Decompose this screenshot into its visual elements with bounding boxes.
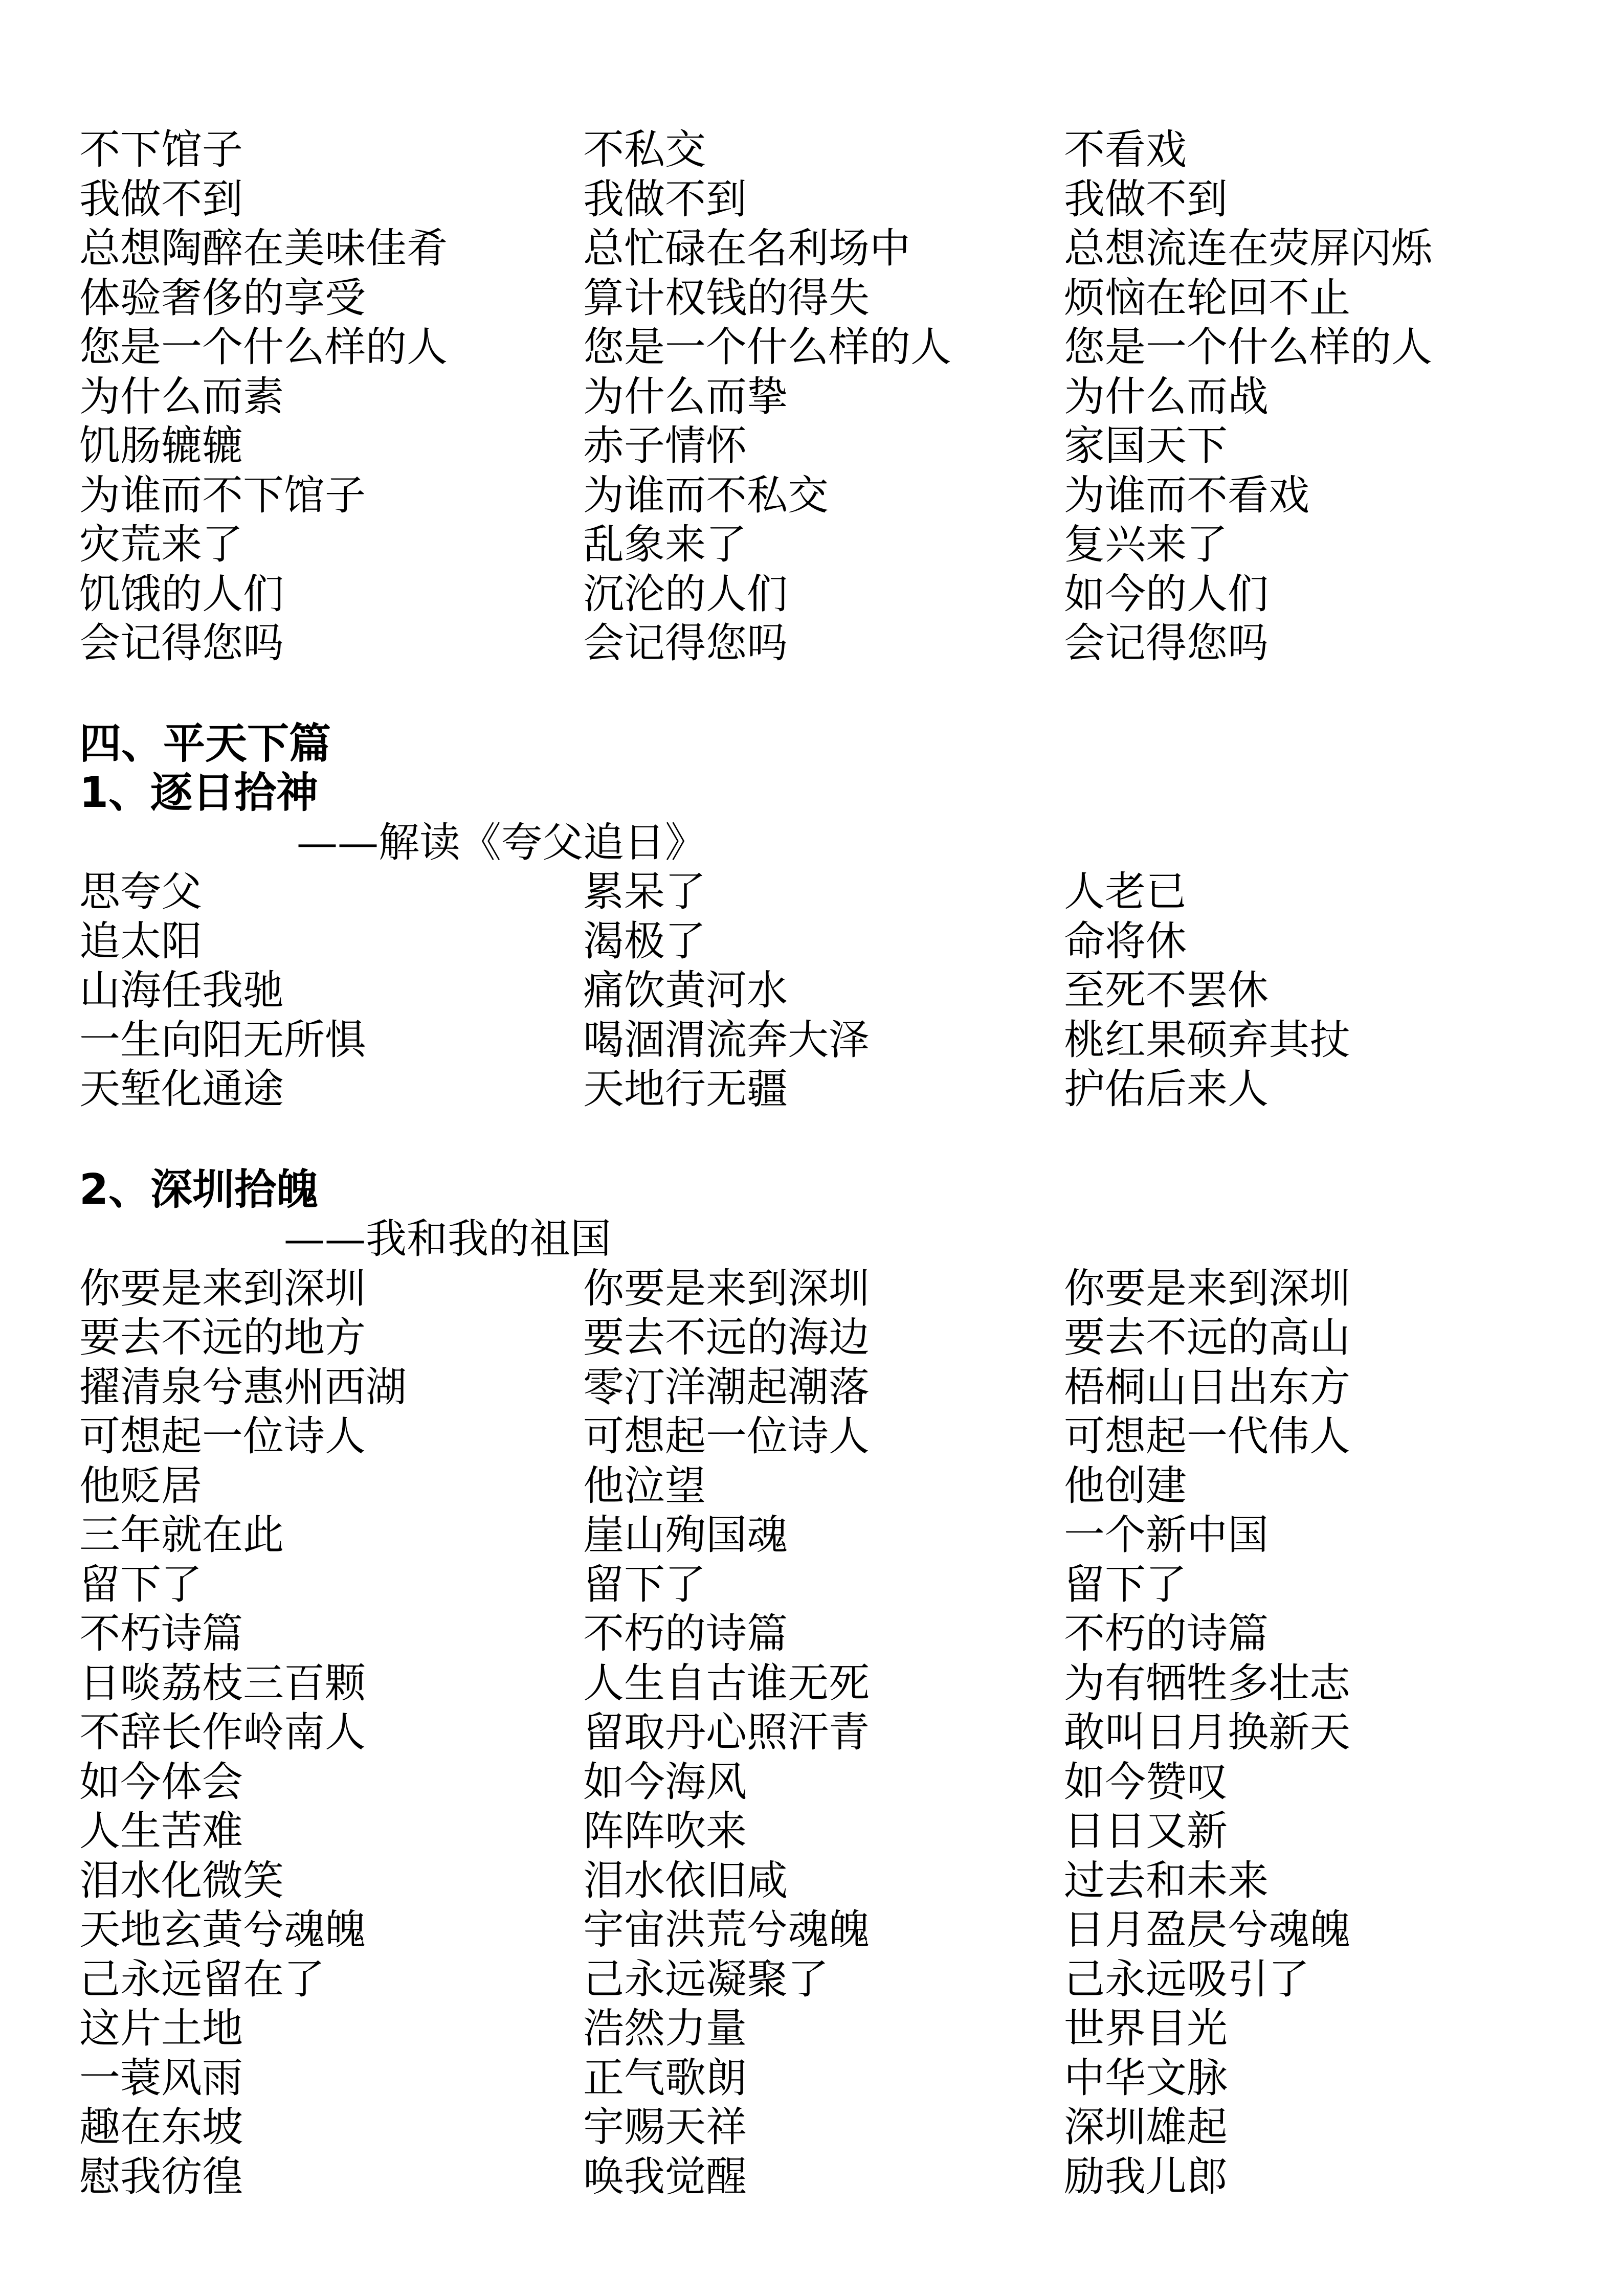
verse-col1: 体验奢侈的享受 [79, 274, 366, 322]
verse-col1: 不朽诗篇 [79, 1610, 243, 1658]
verse-col2: 累呆了 [583, 868, 706, 916]
verse-col1: 这片土地 [79, 2005, 243, 2053]
verse-col2: 宇宙洪荒兮魂魄 [583, 1906, 870, 1954]
verse-col3: 为什么而战 [1064, 372, 1269, 420]
poem-1-body [79, 867, 1563, 1114]
poem-line [79, 125, 1563, 175]
verse-col2: 你要是来到深圳 [583, 1264, 870, 1312]
verse-col3: 励我儿郎 [1064, 2152, 1228, 2200]
verse-col2: 他泣望 [583, 1461, 706, 1510]
poem-line [79, 1264, 1563, 1314]
verse-col2: 留下了 [583, 1560, 706, 1608]
verse-col3: 为谁而不看戏 [1064, 471, 1309, 519]
poem-line [79, 1560, 1563, 1610]
verse-col1: 如今体会 [79, 1758, 243, 1806]
poem-title: 2、深圳拾魄 [79, 1165, 319, 1214]
verse-col2: 您是一个什么样的人 [583, 323, 951, 371]
verse-col1: 为谁而不下馆子 [79, 471, 366, 519]
verse-col1: 为什么而素 [79, 372, 284, 420]
verse-col1: 你要是来到深圳 [79, 1264, 366, 1312]
poem-line [79, 2152, 1563, 2202]
verse-col2: 不私交 [583, 126, 706, 174]
verse-col1: 日啖荔枝三百颗 [79, 1659, 366, 1707]
verse-col3: 敢叫日月换新天 [1064, 1708, 1350, 1757]
poem-title: 1、逐日拾神 [79, 769, 319, 817]
poem-line [79, 570, 1563, 619]
verse-col3: 家国天下 [1064, 422, 1228, 470]
poem-line [79, 1461, 1563, 1511]
poem-2-body [79, 1264, 1563, 2202]
verse-col2: 正气歌朗 [583, 2054, 747, 2102]
verse-col1: 您是一个什么样的人 [79, 323, 448, 371]
poem-line [79, 471, 1563, 521]
poem-line [79, 2054, 1563, 2103]
poem-line [79, 1955, 1563, 2005]
verse-col1: 饥饿的人们 [79, 570, 284, 618]
poem-line [79, 1016, 1563, 1065]
poem-line [79, 1313, 1563, 1363]
verse-col3: 我做不到 [1064, 175, 1228, 223]
poem-line [79, 421, 1563, 471]
verse-col3: 烦恼在轮回不止 [1064, 274, 1350, 322]
verse-col3: 复兴来了 [1064, 521, 1228, 569]
verse-col3: 世界目光 [1064, 2005, 1228, 2053]
poem-line [79, 1363, 1563, 1412]
verse-col3: 日日又新 [1064, 1807, 1228, 1855]
poem-line [79, 1511, 1563, 1560]
verse-col1: 泪水化微笑 [79, 1856, 284, 1904]
verse-col3: 人老已 [1064, 868, 1187, 916]
poem-line [79, 2103, 1563, 2152]
poem-subtitle: ——解读《夸父追日》 [297, 818, 706, 866]
poem-line [79, 2004, 1563, 2054]
verse-col2: 己永远凝聚了 [583, 1955, 829, 2003]
verse-col3: 己永远吸引了 [1064, 1955, 1309, 2003]
verse-col3: 深圳雄起 [1064, 2103, 1228, 2151]
poem-line [79, 372, 1563, 422]
verse-col1: 追太阳 [79, 917, 202, 965]
poem-line [79, 520, 1563, 570]
poem-line [79, 1807, 1563, 1856]
verse-col1: 留下了 [79, 1560, 202, 1608]
verse-col2: 人生自古谁无死 [583, 1659, 870, 1707]
verse-col2: 我做不到 [583, 175, 747, 223]
poem-line [79, 1856, 1563, 1906]
poem-line [79, 1708, 1563, 1758]
verse-col1: 擢清泉兮惠州西湖 [79, 1363, 407, 1411]
verse-col1: 饥肠辘辘 [79, 422, 243, 470]
verse-col1: 山海任我驰 [79, 966, 284, 1015]
poem-line [79, 224, 1563, 274]
verse-col3: 您是一个什么样的人 [1064, 323, 1432, 371]
poem-subtitle: ——我和我的祖国 [284, 1215, 611, 1263]
verse-col2: 沉沦的人们 [583, 570, 788, 618]
verse-col2: 天地行无疆 [583, 1065, 788, 1113]
verse-col2: 算计权钱的得失 [583, 274, 870, 322]
intro-poem [79, 125, 1563, 668]
verse-col2: 赤子情怀 [583, 422, 747, 470]
poem-line [79, 1609, 1563, 1659]
verse-col2: 浩然力量 [583, 2005, 747, 2053]
poem-line [79, 274, 1563, 323]
verse-col3: 如今赞叹 [1064, 1758, 1228, 1806]
verse-col3: 梧桐山日出东方 [1064, 1363, 1350, 1411]
verse-col3: 留下了 [1064, 1560, 1187, 1608]
verse-col3: 至死不罢休 [1064, 966, 1269, 1015]
spacer [79, 668, 1563, 719]
verse-col2: 要去不远的海边 [583, 1314, 870, 1362]
verse-col3: 过去和未来 [1064, 1856, 1269, 1904]
verse-col3: 护佑后来人 [1064, 1065, 1269, 1113]
verse-col1: 总想陶醉在美味佳肴 [79, 224, 448, 273]
verse-col1: 思夸父 [79, 868, 202, 916]
poem-line [79, 175, 1563, 224]
verse-col2: 总忙碌在名利场中 [583, 224, 910, 273]
verse-col2: 会记得您吗 [583, 619, 788, 667]
verse-col3: 桃红果硕弃其扙 [1064, 1016, 1350, 1064]
verse-col1: 天地玄黄兮魂魄 [79, 1906, 366, 1954]
poem-line [79, 966, 1563, 1016]
poem-line [79, 323, 1563, 372]
verse-col3: 中华文脉 [1064, 2054, 1228, 2102]
poem-line [79, 1065, 1563, 1114]
verse-col1: 不下馆子 [79, 126, 243, 174]
verse-col2: 为谁而不私交 [583, 471, 829, 519]
verse-col2: 为什么而挚 [583, 372, 788, 420]
verse-col2: 乱象来了 [583, 521, 747, 569]
verse-col3: 要去不远的高山 [1064, 1314, 1350, 1362]
verse-col1: 灾荒来了 [79, 521, 243, 569]
poem-line [79, 867, 1563, 917]
verse-col3: 不看戏 [1064, 126, 1187, 174]
poem-line [79, 619, 1563, 668]
verse-col2: 唤我觉醒 [583, 2152, 747, 2200]
verse-col3: 你要是来到深圳 [1064, 1264, 1350, 1312]
verse-col1: 己永远留在了 [79, 1955, 325, 2003]
verse-col1: 要去不远的地方 [79, 1314, 366, 1362]
poem-line [79, 1412, 1563, 1461]
verse-col2: 零汀洋潮起潮落 [583, 1363, 870, 1411]
verse-col1: 趣在东坡 [79, 2103, 243, 2151]
section-heading: 四、平天下篇 [79, 719, 331, 768]
verse-col1: 天堑化通途 [79, 1065, 284, 1113]
verse-col1: 他贬居 [79, 1461, 202, 1510]
verse-col3: 会记得您吗 [1064, 619, 1269, 667]
verse-col1: 可想起一位诗人 [79, 1412, 366, 1460]
verse-col2: 留取丹心照汗青 [583, 1708, 870, 1757]
spacer [79, 1114, 1563, 1165]
poem-line [79, 1659, 1563, 1708]
verse-col2: 阵阵吹来 [583, 1807, 747, 1855]
verse-col2: 渴极了 [583, 917, 706, 965]
verse-col3: 为有牺牲多壮志 [1064, 1659, 1350, 1707]
document-page [79, 125, 1563, 2201]
verse-col2: 宇赐天祥 [583, 2103, 747, 2151]
verse-col1: 一蓑风雨 [79, 2054, 243, 2102]
verse-col1: 三年就在此 [79, 1511, 284, 1559]
verse-col2: 如今海风 [583, 1758, 747, 1806]
verse-col1: 人生苦难 [79, 1807, 243, 1855]
verse-col3: 日月盈昃兮魂魄 [1064, 1906, 1350, 1954]
verse-col1: 一生向阳无所惧 [79, 1016, 366, 1064]
verse-col3: 不朽的诗篇 [1064, 1610, 1269, 1658]
verse-col3: 可想起一代伟人 [1064, 1412, 1350, 1460]
verse-col3: 命将休 [1064, 917, 1187, 965]
verse-col2: 崖山殉国魂 [583, 1511, 788, 1559]
verse-col1: 慰我彷徨 [79, 2152, 243, 2200]
poem-line [79, 1905, 1563, 1955]
verse-col3: 他创建 [1064, 1461, 1187, 1510]
verse-col2: 痛饮黄河水 [583, 966, 788, 1015]
verse-col3: 一个新中国 [1064, 1511, 1269, 1559]
verse-col3: 总想流连在荧屏闪烁 [1064, 224, 1432, 273]
poem-line [79, 917, 1563, 966]
verse-col2: 可想起一位诗人 [583, 1412, 870, 1460]
verse-col3: 如今的人们 [1064, 570, 1269, 618]
verse-col1: 会记得您吗 [79, 619, 284, 667]
verse-col1: 不辞长作岭南人 [79, 1708, 366, 1757]
verse-col2: 不朽的诗篇 [583, 1610, 788, 1658]
verse-col1: 我做不到 [79, 175, 243, 223]
verse-col2: 泪水依旧咸 [583, 1856, 788, 1904]
poem-line [79, 1758, 1563, 1807]
verse-col2: 喝涸渭流奔大泽 [583, 1016, 870, 1064]
